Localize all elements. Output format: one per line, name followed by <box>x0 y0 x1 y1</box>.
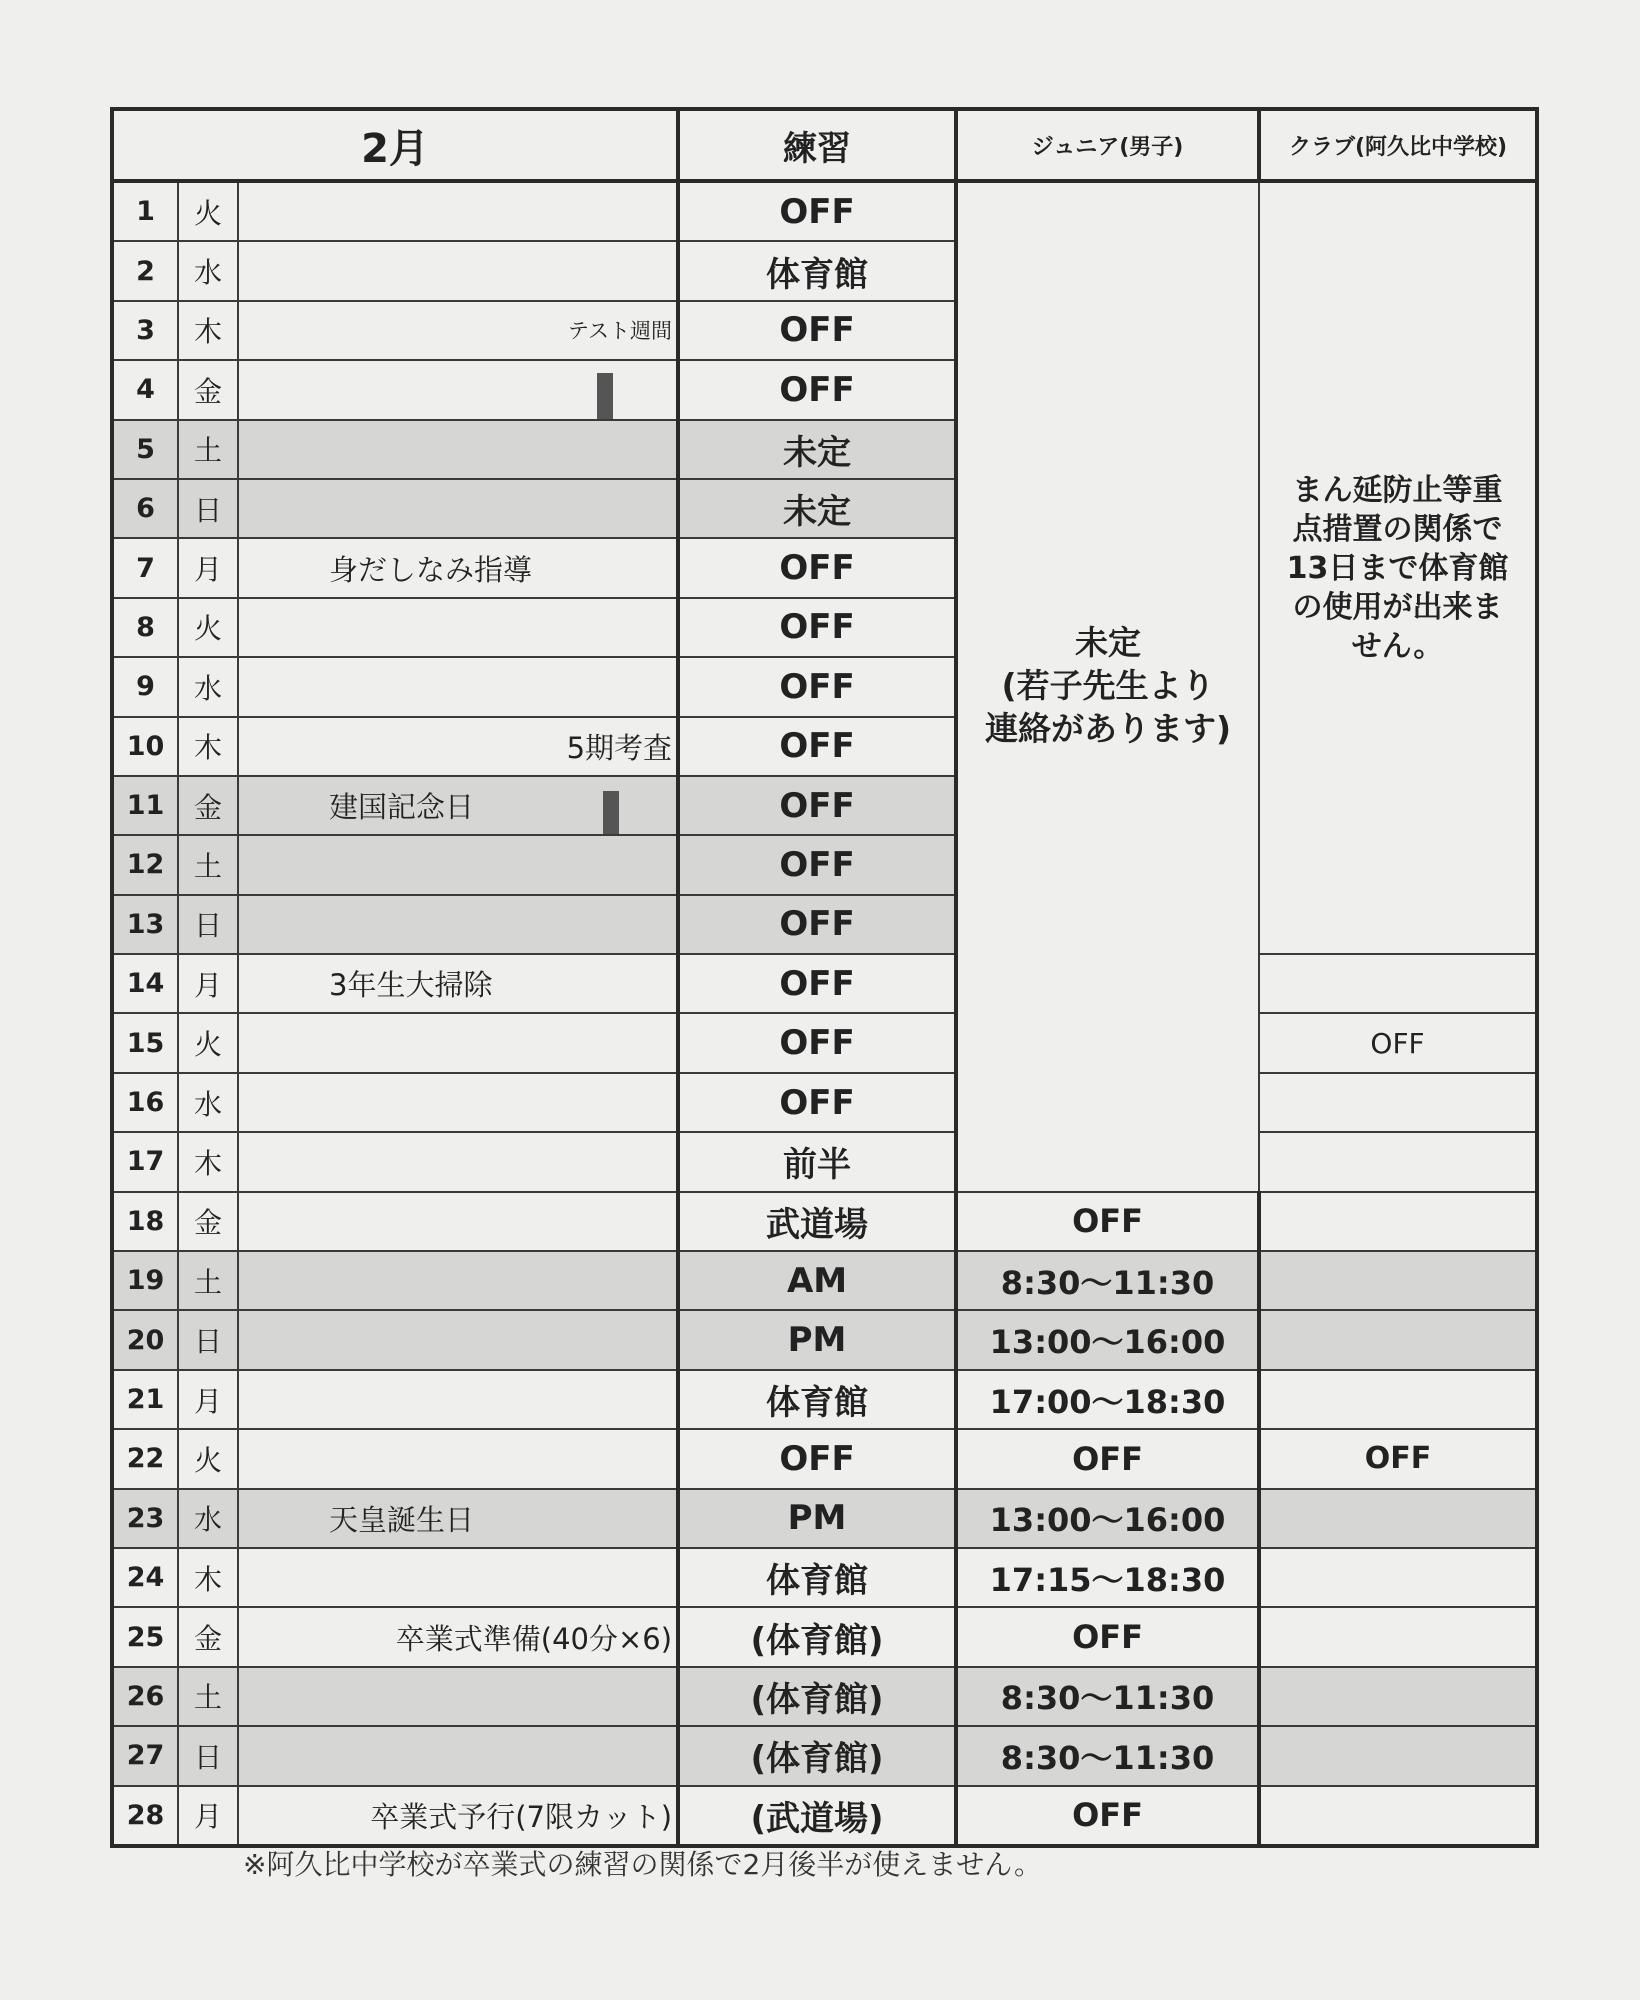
junior-cell: 13:00〜16:00 <box>956 1489 1259 1548</box>
practice-cell: 未定 <box>678 479 956 538</box>
table-row <box>112 1073 1537 1132</box>
junior-cell: OFF <box>956 1786 1259 1846</box>
junior-header: ジュニア(男子) <box>956 109 1259 181</box>
day-number: 24 <box>112 1548 178 1607</box>
event-cell <box>238 1251 678 1310</box>
day-number: 20 <box>112 1310 178 1369</box>
event-cell <box>238 1429 678 1488</box>
schedule-table <box>110 107 1539 1848</box>
weekday: 水 <box>178 1489 238 1548</box>
weekday: 土 <box>178 1251 238 1310</box>
day-number: 10 <box>112 717 178 776</box>
header-row <box>112 109 1537 181</box>
club-cell <box>1259 1251 1537 1310</box>
event-cell <box>238 1726 678 1785</box>
table-row <box>112 1726 1537 1785</box>
weekday: 日 <box>178 479 238 538</box>
day-number: 27 <box>112 1726 178 1785</box>
day-number: 3 <box>112 301 178 360</box>
weekday: 日 <box>178 1310 238 1369</box>
junior-note-line3: 連絡があります) <box>984 709 1232 749</box>
club-cell <box>1259 954 1537 1013</box>
practice-header: 練習 <box>678 109 956 181</box>
practice-cell: 体育館 <box>678 1548 956 1607</box>
practice-cell: PM <box>678 1489 956 1548</box>
junior-merged-note <box>956 181 1259 1192</box>
weekday: 土 <box>178 835 238 894</box>
junior-cell: 13:00〜16:00 <box>956 1310 1259 1369</box>
weekday: 火 <box>178 598 238 657</box>
table-row <box>112 1251 1537 1310</box>
weekday: 金 <box>178 1607 238 1666</box>
practice-cell: 前半 <box>678 1132 956 1191</box>
table-row <box>112 954 1537 1013</box>
footnote: ※阿久比中学校が卒業式の練習の関係で2月後半が使えません。 <box>243 1848 1042 1881</box>
junior-cell: 8:30〜11:30 <box>956 1726 1259 1785</box>
practice-cell: OFF <box>678 301 956 360</box>
club-cell <box>1259 1726 1537 1785</box>
weekday: 月 <box>178 954 238 1013</box>
event-cell: 5期考査 <box>238 717 678 776</box>
table-row <box>112 1013 1537 1072</box>
day-number: 8 <box>112 598 178 657</box>
day-number: 17 <box>112 1132 178 1191</box>
day-number: 12 <box>112 835 178 894</box>
practice-cell: OFF <box>678 538 956 597</box>
club-cell <box>1259 1489 1537 1548</box>
weekday: 土 <box>178 1667 238 1726</box>
table-row <box>112 1786 1537 1846</box>
club-cell <box>1259 1310 1537 1369</box>
weekday: 水 <box>178 241 238 300</box>
practice-cell: OFF <box>678 835 956 894</box>
club-cell <box>1259 1073 1537 1132</box>
event-cell <box>238 360 678 419</box>
junior-cell: 8:30〜11:30 <box>956 1251 1259 1310</box>
event-cell: 天皇誕生日 <box>238 1489 678 1548</box>
club-cell <box>1259 1370 1537 1429</box>
day-number: 2 <box>112 241 178 300</box>
weekday: 土 <box>178 420 238 479</box>
junior-cell: 17:15〜18:30 <box>956 1548 1259 1607</box>
event-cell: 身だしなみ指導 <box>238 538 678 597</box>
table-row <box>112 1667 1537 1726</box>
weekday: 月 <box>178 1786 238 1846</box>
club-header: クラブ(阿久比中学校) <box>1259 109 1537 181</box>
practice-cell: 武道場 <box>678 1192 956 1251</box>
club-merged-note: まん延防止等重点措置の関係で13日まで体育館の使用が出来ません。 <box>1259 181 1537 954</box>
weekday: 木 <box>178 717 238 776</box>
weekday: 火 <box>178 1013 238 1072</box>
event-cell <box>238 1667 678 1726</box>
day-number: 22 <box>112 1429 178 1488</box>
day-number: 4 <box>112 360 178 419</box>
weekday: 月 <box>178 538 238 597</box>
day-number: 5 <box>112 420 178 479</box>
weekday: 水 <box>178 657 238 716</box>
club-cell: OFF <box>1259 1429 1537 1488</box>
event-cell <box>238 835 678 894</box>
club-cell <box>1259 1667 1537 1726</box>
club-cell <box>1259 1192 1537 1251</box>
event-cell <box>238 420 678 479</box>
practice-cell: OFF <box>678 1073 956 1132</box>
day-number: 25 <box>112 1607 178 1666</box>
day-number: 9 <box>112 657 178 716</box>
day-number: 7 <box>112 538 178 597</box>
practice-cell: OFF <box>678 776 956 835</box>
practice-cell: OFF <box>678 598 956 657</box>
day-number: 28 <box>112 1786 178 1846</box>
club-cell <box>1259 1607 1537 1666</box>
weekday: 日 <box>178 895 238 954</box>
day-number: 1 <box>112 181 178 241</box>
practice-cell: OFF <box>678 181 956 241</box>
day-number: 16 <box>112 1073 178 1132</box>
practice-cell: (体育館) <box>678 1726 956 1785</box>
club-cell <box>1259 1132 1537 1191</box>
table-row <box>112 1489 1537 1548</box>
day-number: 11 <box>112 776 178 835</box>
table-row <box>112 181 1537 241</box>
day-number: 15 <box>112 1013 178 1072</box>
practice-cell: OFF <box>678 360 956 419</box>
day-number: 26 <box>112 1667 178 1726</box>
weekday: 木 <box>178 1132 238 1191</box>
junior-cell: OFF <box>956 1429 1259 1488</box>
junior-cell: OFF <box>956 1607 1259 1666</box>
exam-period-arrow-icon <box>603 791 619 835</box>
event-cell <box>238 598 678 657</box>
practice-cell: OFF <box>678 657 956 716</box>
event-cell: 建国記念日 <box>238 776 678 835</box>
practice-cell: (武道場) <box>678 1786 956 1846</box>
test-week-arrow-icon <box>597 373 613 419</box>
junior-cell: 8:30〜11:30 <box>956 1667 1259 1726</box>
weekday: 火 <box>178 181 238 241</box>
table-row <box>112 1310 1537 1369</box>
event-cell <box>238 1548 678 1607</box>
club-cell <box>1259 1786 1537 1846</box>
practice-cell: AM <box>678 1251 956 1310</box>
weekday: 金 <box>178 776 238 835</box>
event-cell <box>238 895 678 954</box>
club-cell <box>1259 1548 1537 1607</box>
event-cell: 卒業式予行(7限カット) <box>238 1786 678 1846</box>
practice-cell: 体育館 <box>678 1370 956 1429</box>
weekday: 日 <box>178 1726 238 1785</box>
event-cell <box>238 1192 678 1251</box>
day-number: 14 <box>112 954 178 1013</box>
day-number: 23 <box>112 1489 178 1548</box>
table-row <box>112 1429 1537 1488</box>
weekday: 木 <box>178 301 238 360</box>
event-cell <box>238 1370 678 1429</box>
junior-cell: 17:00〜18:30 <box>956 1370 1259 1429</box>
junior-note-line1: 未定 <box>1075 623 1142 663</box>
day-number: 6 <box>112 479 178 538</box>
practice-cell: 体育館 <box>678 241 956 300</box>
weekday: 木 <box>178 1548 238 1607</box>
weekday: 水 <box>178 1073 238 1132</box>
weekday: 火 <box>178 1429 238 1488</box>
practice-cell: (体育館) <box>678 1667 956 1726</box>
event-cell <box>238 479 678 538</box>
weekday: 月 <box>178 1370 238 1429</box>
event-cell <box>238 1073 678 1132</box>
day-number: 21 <box>112 1370 178 1429</box>
weekday: 金 <box>178 360 238 419</box>
event-cell <box>238 181 678 241</box>
club-cell: OFF <box>1259 1013 1537 1072</box>
practice-cell: OFF <box>678 717 956 776</box>
event-cell <box>238 1310 678 1369</box>
practice-cell: 未定 <box>678 420 956 479</box>
month-header: 2月 <box>112 109 678 181</box>
practice-cell: (体育館) <box>678 1607 956 1666</box>
practice-cell: PM <box>678 1310 956 1369</box>
practice-cell: OFF <box>678 954 956 1013</box>
junior-note-line2: (若子先生より <box>1001 666 1215 706</box>
event-cell <box>238 1132 678 1191</box>
table-row <box>112 1370 1537 1429</box>
table-row <box>112 1132 1537 1191</box>
table-row <box>112 1548 1537 1607</box>
event-cell: 3年生大掃除 <box>238 954 678 1013</box>
day-number: 13 <box>112 895 178 954</box>
event-cell <box>238 657 678 716</box>
table-row <box>112 1192 1537 1251</box>
practice-cell: OFF <box>678 895 956 954</box>
event-cell: テスト週間 <box>238 301 678 360</box>
event-cell <box>238 1013 678 1072</box>
event-cell <box>238 241 678 300</box>
practice-cell: OFF <box>678 1013 956 1072</box>
day-number: 18 <box>112 1192 178 1251</box>
day-number: 19 <box>112 1251 178 1310</box>
weekday: 金 <box>178 1192 238 1251</box>
table-row <box>112 1607 1537 1666</box>
event-cell: 卒業式準備(40分×6) <box>238 1607 678 1666</box>
junior-cell: OFF <box>956 1192 1259 1251</box>
practice-cell: OFF <box>678 1429 956 1488</box>
